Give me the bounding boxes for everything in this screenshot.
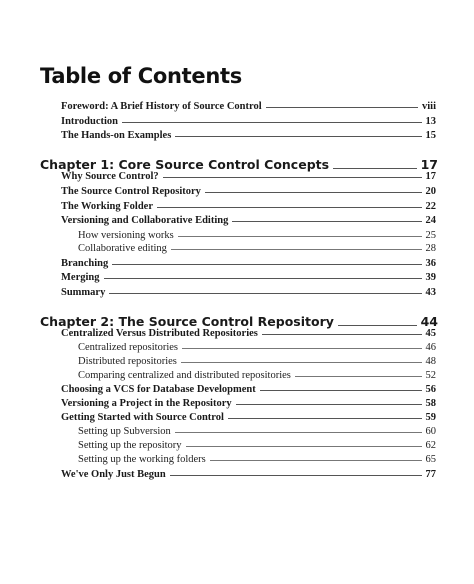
toc-entry-label: Centralized Versus Distributed Repositories — [61, 328, 258, 339]
toc-entry-subsection[interactable] — [78, 454, 436, 465]
toc-page-number: 43 — [425, 287, 436, 298]
toc-leader-line — [175, 136, 421, 137]
toc-entry-label: Centralized repositories — [78, 342, 179, 353]
toc-entry-section[interactable] — [61, 398, 436, 409]
toc-leader-line — [181, 362, 422, 363]
toc-page-number: 36 — [425, 258, 436, 269]
toc-leader-line — [104, 278, 422, 279]
toc-page-number: 22 — [425, 201, 436, 212]
toc-entry-section[interactable] — [61, 116, 436, 127]
toc-page-number: 24 — [425, 215, 436, 226]
toc-leader-line — [262, 334, 422, 335]
toc-page-number: 77 — [425, 469, 436, 480]
toc-entry-label: Getting Started with Source Control — [61, 412, 224, 423]
toc-entry-label: Choosing a VCS for Database Development — [61, 384, 256, 395]
toc-entry-label: Versioning and Collaborative Editing — [61, 215, 229, 226]
toc-leader-line — [205, 192, 422, 193]
toc-entry-label: Introduction — [61, 116, 118, 127]
toc-leader-line — [170, 475, 422, 476]
toc-entry-section[interactable] — [61, 171, 436, 182]
toc-page-number: 25 — [425, 230, 436, 241]
toc-page-number: 56 — [425, 384, 436, 395]
toc-entry-label: The Source Control Repository — [61, 186, 201, 197]
toc-entry-section[interactable] — [61, 215, 436, 226]
toc-page-number: 58 — [425, 398, 436, 409]
toc-entry-section[interactable] — [61, 412, 436, 423]
toc-entry-subsection[interactable] — [78, 230, 436, 241]
toc-entry-label: Merging — [61, 272, 100, 283]
toc-leader-line — [157, 207, 422, 208]
toc-entry-subsection[interactable] — [78, 243, 436, 254]
toc-page-number: 62 — [425, 440, 436, 451]
toc-entry-label: Chapter 1: Core Source Control Concepts — [40, 157, 330, 172]
toc-leader-line — [236, 404, 422, 405]
toc-entry-section[interactable] — [61, 328, 436, 339]
toc-leader-line — [163, 177, 422, 178]
toc-entry-label: Collaborative editing — [78, 243, 167, 254]
toc-leader-line — [171, 249, 422, 250]
toc-entry-label: Comparing centralized and distributed repositories — [78, 370, 291, 381]
toc-page-number: 45 — [425, 328, 436, 339]
toc-leader-line — [112, 264, 421, 265]
toc-leader-line — [266, 107, 418, 108]
toc-entry-section[interactable] — [61, 186, 436, 197]
toc-page-number: 17 — [420, 157, 438, 172]
toc-entry-subsection[interactable] — [78, 426, 436, 437]
toc-leader-line — [175, 432, 422, 433]
toc-leader-line — [109, 293, 421, 294]
toc-page-number: 20 — [425, 186, 436, 197]
toc-entry-section[interactable] — [61, 101, 436, 112]
toc-leader-line — [210, 460, 422, 461]
page-title: Table of Contents — [40, 64, 242, 88]
toc-page-number: 52 — [425, 370, 436, 381]
toc-leader-line — [228, 418, 422, 419]
toc-entry-label: Setting up Subversion — [78, 426, 171, 437]
toc-page-number: 39 — [425, 272, 436, 283]
toc-entry-section[interactable] — [61, 287, 436, 298]
toc-entry-label: Why Source Control? — [61, 171, 159, 182]
toc-page-number: 65 — [425, 454, 436, 465]
toc-page-number: 46 — [425, 342, 436, 353]
toc-page-number: 17 — [425, 171, 436, 182]
toc-entry-subsection[interactable] — [78, 370, 436, 381]
toc-entry-label: Versioning a Project in the Repository — [61, 398, 232, 409]
toc-page-number: 60 — [425, 426, 436, 437]
toc-entry-label: Foreword: A Brief History of Source Control — [61, 101, 262, 112]
toc-entry-label: The Hands-on Examples — [61, 130, 172, 141]
toc-page-number: 13 — [425, 116, 436, 127]
toc-entry-label: Distributed repositories — [78, 356, 177, 367]
toc-entry-section[interactable] — [61, 469, 436, 480]
toc-entry-section[interactable] — [61, 272, 436, 283]
toc-entry-label: How versioning works — [78, 230, 174, 241]
toc-page-number: viii — [421, 101, 436, 112]
toc-page-number: 48 — [425, 356, 436, 367]
toc-entry-label: Summary — [61, 287, 106, 298]
toc-leader-line — [122, 122, 422, 123]
toc-entry-section[interactable] — [61, 130, 436, 141]
toc-entry-label: The Working Folder — [61, 201, 153, 212]
toc-page-number: 44 — [420, 314, 438, 329]
toc-entry-label: We've Only Just Begun — [61, 469, 166, 480]
toc-entry-chapter[interactable] — [40, 157, 438, 172]
toc-leader-line — [182, 348, 421, 349]
toc-entry-section[interactable] — [61, 201, 436, 212]
toc-leader-line — [186, 446, 422, 447]
toc-entry-chapter[interactable] — [40, 314, 438, 329]
toc-entry-section[interactable] — [61, 384, 436, 395]
toc-entry-label: Chapter 2: The Source Control Repository — [40, 314, 334, 329]
toc-leader-line — [232, 221, 421, 222]
toc-leader-line — [295, 376, 422, 377]
toc-leader-line — [333, 168, 417, 169]
toc-entry-section[interactable] — [61, 258, 436, 269]
toc-entry-subsection[interactable] — [78, 440, 436, 451]
toc-page-number: 28 — [425, 243, 436, 254]
toc-entry-label: Setting up the working folders — [78, 454, 206, 465]
toc-page-number: 59 — [425, 412, 436, 423]
toc-entry-subsection[interactable] — [78, 356, 436, 367]
toc-entry-label: Branching — [61, 258, 109, 269]
toc-entry-subsection[interactable] — [78, 342, 436, 353]
toc-leader-line — [260, 390, 422, 391]
toc-page-number: 15 — [425, 130, 436, 141]
toc-leader-line — [178, 236, 422, 237]
toc-entry-label: Setting up the repository — [78, 440, 182, 451]
toc-leader-line — [338, 325, 417, 326]
